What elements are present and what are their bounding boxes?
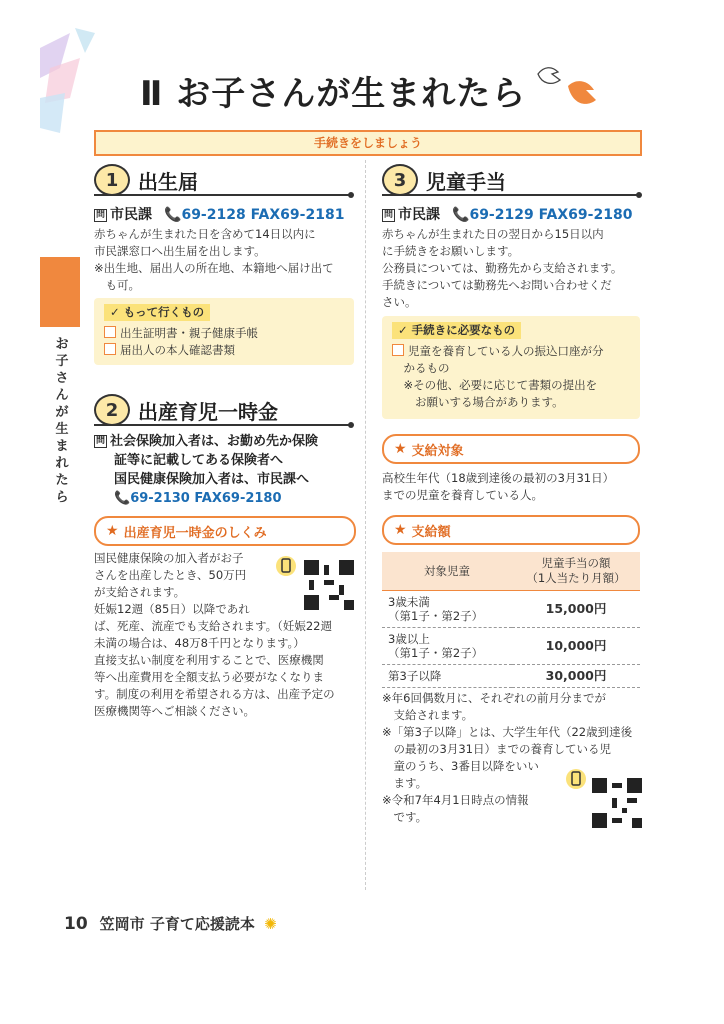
section-1-contact — [94, 204, 344, 224]
table-row — [382, 628, 640, 665]
section-3-body: 赤ちゃんが生まれた日の翌日から15日以内 に手続きをお願いします。 公務員については、勤務先から支給されます。 手続きについては勤務先へお問い合わせくだ さい。 — [382, 227, 623, 309]
section-2-contact: 問 社会保険加入者は、お勤め先か保険 証等に記載してある保険者へ 国民健康保険加入者は、市民課へ 📞69-2130 FAX69-2180 — [94, 432, 364, 508]
section-2-pill: ★ 出産育児一時金のしくみ — [94, 516, 356, 546]
section-1-rule — [94, 194, 352, 196]
smartphone-icon — [276, 555, 296, 577]
sunflower-icon: ✺ — [264, 915, 277, 933]
section-3-tel[interactable]: 📞69-2129 FAX69-2180 — [452, 207, 633, 223]
section-1-number: 1 — [94, 164, 130, 196]
target-pill: ★ 支給対象 — [382, 434, 640, 464]
table-header: 対象児童 — [382, 552, 512, 591]
decorative-watercolor-icon — [40, 28, 100, 138]
section-1-body: 赤ちゃんが生まれた日を含めて14日以内に 市民課窓口へ出生届を出します。 ※出生地、届出人の所在地、本籍地へ届け出て も可。 — [94, 227, 334, 292]
table-cell: 30,000円 — [512, 665, 640, 688]
star-icon: ★ — [106, 523, 119, 539]
bring-item: 届出人の本人確認書類 — [104, 342, 344, 359]
section-3-rule — [382, 194, 640, 196]
inquiry-icon: 問 — [384, 210, 394, 220]
section-3-dept: 市民課 — [398, 207, 441, 223]
target-body: 高校生年代（18歳到達後の最初の3月31日） までの児童を養育している人。 — [382, 471, 615, 502]
phone-icon: 📞 — [164, 207, 182, 223]
section-2-rule — [94, 424, 352, 426]
column-divider — [365, 160, 366, 890]
side-tab — [40, 257, 80, 327]
table-cell: 3歳未満 （第1子・第2子） — [382, 591, 512, 628]
section-2-heading — [94, 394, 278, 426]
table-header: 児童手当の額 （1人当たり月額） — [512, 552, 640, 591]
birds-icon — [532, 60, 602, 110]
section-1-dept: 市民課 — [110, 207, 153, 223]
allowance-table — [382, 552, 640, 688]
section-3-title: 児童手当 — [426, 169, 506, 194]
amount-pill: ★ 支給額 — [382, 515, 640, 545]
section-1-heading — [94, 164, 198, 196]
table-cell: 15,000円 — [512, 591, 640, 628]
section-2-body: 国民健康保険の加入者がお子 さんを出産したとき、50万円 が支給されます。 妊娠12週（85日）以降であれ ば、死産、流産でも支給されます。（妊娠22週 未満の場合は、48万8千円となります。） 直接支払い制度を利用することで、医療機関 等へ出産費用を全額支払う必要がなくなりま す。制度の利用を希望される方は、出産予定の 医療機関等へご相談ください。 — [94, 551, 335, 718]
side-label: お子さんが生まれたら — [55, 337, 69, 505]
checkbox-icon — [104, 326, 116, 338]
table-cell: 3歳以上 （第1子・第2子） — [382, 628, 512, 665]
table-cell: 第3子以降 — [382, 665, 512, 688]
section-3-need-box: ✓ 手続きに必要なもの 児童を養育している人の振込口座が分 かるもの ※その他、必要に応じて書類の提出を お願いする場合があります。 — [382, 316, 640, 419]
star-icon: ★ — [394, 441, 407, 457]
procedure-banner: 手続きをしましょう — [94, 130, 642, 156]
table-row — [382, 591, 640, 628]
section-1-title: 出生届 — [138, 169, 198, 194]
star-icon: ★ — [394, 522, 407, 538]
section-2-title: 出産育児一時金 — [138, 399, 278, 424]
section-1-bring-box — [94, 298, 354, 365]
book-title: 笠岡市 子育て応援読本 — [99, 915, 255, 933]
qr-code-icon[interactable] — [592, 778, 642, 828]
phone-icon: 📞 — [114, 491, 131, 506]
table-cell: 10,000円 — [512, 628, 640, 665]
checkbox-icon — [104, 343, 116, 355]
section-2-number: 2 — [94, 394, 130, 426]
table-row — [382, 665, 640, 688]
phone-icon: 📞 — [452, 207, 470, 223]
section-3-number: 3 — [382, 164, 418, 196]
section-3-contact — [382, 204, 632, 224]
section-2-tel[interactable]: 📞69-2130 FAX69-2180 — [114, 491, 282, 506]
checkbox-icon — [392, 344, 404, 356]
bring-item: 出生証明書・親子健康手帳 — [104, 325, 344, 342]
page-title: Ⅱ お子さんが生まれたら — [140, 74, 527, 114]
section-1-tel[interactable]: 📞69-2128 FAX69-2181 — [164, 207, 345, 223]
section-3-notes: ※年6回偶数月に、それぞれの前月分までが 支給されます。 ※「第3子以降」とは、大学生年代（22歳到達後 の最初の3月31日）までの養育している児 童のうち、3番目以降をいい ます。 ※令和7年4月1日時点の情報 です。 — [382, 691, 633, 824]
need-title: ✓ 手続きに必要なもの — [392, 322, 521, 339]
inquiry-icon: 問 — [96, 436, 106, 446]
page-number: 10 — [64, 914, 88, 934]
inquiry-icon: 問 — [96, 210, 106, 220]
qr-code-icon[interactable] — [304, 560, 354, 610]
bring-title: ✓ もって行くもの — [104, 304, 210, 321]
section-3-heading — [382, 164, 506, 196]
smartphone-icon — [566, 768, 586, 790]
table-header-row — [382, 552, 640, 591]
page-footer — [64, 913, 277, 934]
